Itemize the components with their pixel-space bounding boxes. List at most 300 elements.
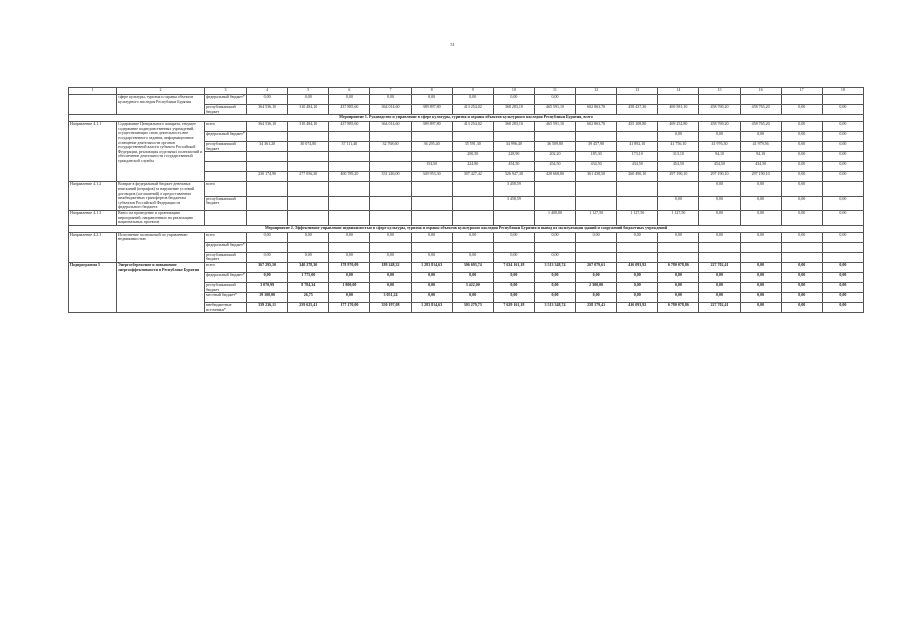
value-cell: 0,00 [329, 293, 370, 303]
value-cell: 224,80 [452, 162, 493, 172]
value-cell [699, 252, 740, 262]
value-cell: 0,00 [781, 210, 822, 225]
value-cell: 0,00 [247, 232, 288, 242]
value-cell: 0,00 [740, 262, 781, 272]
value-cell [658, 182, 699, 196]
value-cell: 173,10 [617, 152, 658, 162]
value-cell [699, 242, 740, 252]
value-cell [699, 95, 740, 105]
value-cell: 0,00 [493, 293, 534, 303]
value-cell: 0,00 [658, 272, 699, 282]
value-cell: 0,00 [617, 272, 658, 282]
value-cell [329, 182, 370, 196]
value-cell: 0,00 [740, 196, 781, 210]
column-number: 9 [452, 88, 493, 95]
value-cell: 389 897,80 [411, 105, 452, 115]
table-row [69, 122, 864, 132]
value-cell: 0,00 [411, 232, 452, 242]
value-cell [617, 132, 658, 142]
value-cell: 364 536,10 [247, 122, 288, 132]
value-cell: 19 100,00 [247, 293, 288, 303]
value-cell: 0,00 [822, 272, 863, 282]
value-cell: 94,10 [740, 152, 781, 162]
funding-source: республиканский бюджет [205, 282, 247, 292]
value-cell: 0,00 [699, 210, 740, 225]
value-cell: 0,00 [411, 272, 452, 282]
value-cell [370, 242, 411, 252]
value-cell [452, 210, 493, 225]
section-header-row [69, 115, 864, 122]
value-cell [576, 196, 617, 210]
value-cell: 364 014,60 [370, 122, 411, 132]
value-cell [781, 95, 822, 105]
value-cell [493, 242, 534, 252]
column-number: 4 [247, 88, 288, 95]
value-cell: 434,50 [617, 162, 658, 172]
program-description: Возврат в федеральный бюджет денежных взысканий (штрафов) за нарушение условий договоров (соглашений) о предоставлении межбюджетных трансфертов бюджетам субъектов Российской Федерации из федерального бюджета [117, 182, 205, 211]
value-cell [781, 252, 822, 262]
value-cell: 227 702,41 [699, 262, 740, 272]
value-cell: 0,00 [781, 132, 822, 142]
program-description: Исполнение полномочий по управлению недвижимостью [117, 232, 205, 262]
value-cell [247, 242, 288, 252]
value-cell: 0,00 [740, 282, 781, 292]
funding-source: федеральный бюджет* [205, 242, 247, 252]
value-cell: 0,00 [699, 293, 740, 303]
value-cell: 0,00 [329, 272, 370, 282]
value-cell: 0,00 [822, 162, 863, 172]
value-cell: 6 780 078,86 [658, 262, 699, 272]
value-cell: 0,00 [452, 293, 493, 303]
value-cell: 326 947,30 [493, 172, 534, 182]
value-cell [370, 162, 411, 172]
value-cell [534, 132, 575, 142]
value-cell: 0,00 [370, 252, 411, 262]
value-cell: 455 108,80 [617, 122, 658, 132]
value-cell: 469 581,10 [658, 105, 699, 115]
funding-source: республиканский бюджет [205, 252, 247, 262]
value-cell: 0,00 [699, 282, 740, 292]
value-cell: 200,50 [452, 152, 493, 162]
program-code: Подпрограмма 5 [69, 262, 117, 312]
value-cell: 0,00 [781, 282, 822, 292]
value-cell: 202,20 [534, 152, 575, 162]
value-cell: 0,00 [822, 282, 863, 292]
value-cell: 258 179,41 [576, 303, 617, 313]
value-cell: 458 437,30 [617, 105, 658, 115]
value-cell: 303 279,73 [452, 303, 493, 313]
value-cell [452, 196, 493, 210]
column-number: 18 [822, 88, 863, 95]
value-cell: 413 254,02 [452, 122, 493, 132]
program-code: Направление 4.1.1 [69, 122, 117, 182]
value-cell [493, 132, 534, 142]
value-cell: 458 769,20 [699, 122, 740, 132]
value-cell [740, 252, 781, 262]
value-cell [617, 252, 658, 262]
value-cell: 0,00 [452, 272, 493, 282]
value-cell [781, 242, 822, 252]
value-cell: 227 702,41 [699, 303, 740, 313]
column-number: 1 [69, 88, 117, 95]
budget-table [68, 87, 864, 313]
value-cell: 364 536,10 [247, 105, 288, 115]
value-cell [576, 132, 617, 142]
value-cell [247, 182, 288, 196]
value-cell: 310 484,10 [288, 105, 329, 115]
value-cell: 389 897,80 [411, 122, 452, 132]
value-cell: 0,00 [822, 303, 863, 313]
value-cell: 0,00 [740, 182, 781, 196]
value-cell: 1 775,00 [288, 272, 329, 282]
value-cell: 0,00 [370, 95, 411, 105]
value-cell: 1 127,50 [576, 210, 617, 225]
column-number: 3 [205, 88, 247, 95]
value-cell: 2 300,00 [576, 282, 617, 292]
value-cell [288, 242, 329, 252]
value-cell: 340 278,30 [288, 262, 329, 272]
value-cell: 0,00 [493, 95, 534, 105]
value-cell: 0,00 [658, 293, 699, 303]
value-cell [370, 132, 411, 142]
value-cell: 7 629 161,18 [493, 303, 534, 313]
value-cell [411, 242, 452, 252]
program-code: Направление 4.1.2 [69, 182, 117, 211]
value-cell [534, 182, 575, 196]
value-cell [493, 210, 534, 225]
value-cell: 6 780 078,86 [658, 303, 699, 313]
column-number: 12 [576, 88, 617, 95]
value-cell: 297 190,10 [740, 172, 781, 182]
value-cell: 230 174,90 [247, 172, 288, 182]
value-cell: 0,00 [411, 95, 452, 105]
value-cell [329, 210, 370, 225]
funding-source [205, 172, 247, 182]
value-cell: 0,00 [740, 303, 781, 313]
value-cell [288, 196, 329, 210]
value-cell [452, 182, 493, 196]
value-cell [329, 152, 370, 162]
value-cell: 454,50 [534, 162, 575, 172]
value-cell [822, 252, 863, 262]
column-number: 15 [699, 88, 740, 95]
value-cell: 0,00 [781, 162, 822, 172]
value-cell: 0,00 [452, 252, 493, 262]
value-cell [288, 132, 329, 142]
value-cell: 36 509,80 [534, 142, 575, 152]
value-cell [534, 196, 575, 210]
value-cell: 416 093,92 [617, 303, 658, 313]
value-cell: 0,00 [822, 232, 863, 242]
value-cell: 0,00 [781, 262, 822, 272]
value-cell: 0,00 [411, 252, 452, 262]
funding-source: республиканский бюджет [205, 142, 247, 152]
value-cell: 364 014,60 [370, 105, 411, 115]
value-cell: 0,00 [247, 95, 288, 105]
value-cell: 0,00 [329, 252, 370, 262]
value-cell: 0,00 [617, 232, 658, 242]
value-cell: 454,50 [699, 162, 740, 172]
funding-source [205, 162, 247, 172]
value-cell: 267 079,61 [576, 262, 617, 272]
value-cell: 185,30 [576, 152, 617, 162]
value-cell [288, 162, 329, 172]
funding-source [205, 210, 247, 225]
value-cell [822, 95, 863, 105]
value-cell [329, 132, 370, 142]
column-number: 16 [740, 88, 781, 95]
value-cell: 0,00 [247, 252, 288, 262]
value-cell: 331 246,00 [370, 172, 411, 182]
program-code [69, 95, 117, 115]
value-cell [740, 95, 781, 105]
value-cell: 368 283,10 [493, 122, 534, 132]
value-cell: 458 765,20 [740, 122, 781, 132]
funding-source [205, 152, 247, 162]
value-cell: 313,10 [658, 152, 699, 162]
value-cell [247, 210, 288, 225]
program-description: Взнос на проведение и организацию мероприятий, направленных на реализацию национальных проектов [117, 210, 205, 225]
value-cell [411, 182, 452, 196]
value-cell: 0,00 [781, 122, 822, 132]
value-cell [576, 95, 617, 105]
value-cell: 8 784,34 [288, 282, 329, 292]
value-cell: 3 051,24 [370, 293, 411, 303]
value-cell: 0,00 [822, 262, 863, 272]
value-cell: 39 457,90 [576, 142, 617, 152]
value-cell: 0,00 [247, 272, 288, 282]
value-cell: 0,00 [699, 232, 740, 242]
program-description: Энергосбережение и повышение энергоэффективности в Республике Бурятия [117, 262, 205, 312]
value-cell: 0,00 [740, 210, 781, 225]
value-cell: 1 800,00 [329, 282, 370, 292]
value-cell: 260 490,10 [617, 172, 658, 182]
value-cell: 0,00 [822, 142, 863, 152]
value-cell: 602 863,70 [576, 122, 617, 132]
value-cell [411, 196, 452, 210]
value-cell: 178 970,09 [329, 262, 370, 272]
value-cell: 0,00 [699, 182, 740, 196]
page-number: 51 [450, 42, 455, 47]
value-cell: 361 438,50 [576, 172, 617, 182]
column-number: 2 [117, 88, 205, 95]
value-cell: 0,00 [781, 196, 822, 210]
value-cell [288, 210, 329, 225]
value-cell [288, 152, 329, 162]
value-cell: 0,00 [740, 132, 781, 142]
value-cell [370, 210, 411, 225]
value-cell: 0,00 [576, 293, 617, 303]
value-cell: 368 283,10 [493, 105, 534, 115]
value-cell: 41 756,10 [658, 142, 699, 152]
value-cell: 458 765,20 [740, 105, 781, 115]
value-cell [370, 152, 411, 162]
value-cell: 0,00 [699, 196, 740, 210]
column-number: 5 [288, 88, 329, 95]
value-cell: 0,00 [452, 95, 493, 105]
value-cell: 0,00 [617, 282, 658, 292]
value-cell [617, 182, 658, 196]
funding-source: республиканский бюджет [205, 105, 247, 115]
value-cell [247, 132, 288, 142]
value-cell: 1 283 814,63 [411, 303, 452, 313]
column-number: 8 [411, 88, 452, 95]
value-cell: 0,00 [781, 105, 822, 115]
column-number: 6 [329, 88, 370, 95]
section-title: Мероприятие 2. Эффективное управление недвижимостью в сфере культуры, туризма и охраны объектов культурного наследия Республики Бурятия и вывод из эксплуатации зданий и сооружений бюджетных учреждений [69, 225, 864, 232]
value-cell: 0,00 [452, 232, 493, 242]
value-cell: 41 979,56 [740, 142, 781, 152]
value-cell: 0,00 [534, 232, 575, 242]
value-cell: 0,00 [370, 232, 411, 242]
value-cell: 26,75 [288, 293, 329, 303]
table-row [69, 182, 864, 196]
value-cell [740, 242, 781, 252]
value-cell: 277 056,30 [288, 172, 329, 182]
value-cell [411, 210, 452, 225]
value-cell: 0,00 [411, 293, 452, 303]
value-cell: 30 074,80 [288, 142, 329, 152]
value-cell [576, 182, 617, 196]
value-cell [370, 196, 411, 210]
value-cell: 0,00 [617, 293, 658, 303]
value-cell: 1 400,00 [534, 210, 575, 225]
value-cell: 0,00 [699, 272, 740, 282]
value-cell [288, 182, 329, 196]
value-cell: 469 252,80 [658, 122, 699, 132]
table-row [69, 232, 864, 242]
value-cell: 306 693,74 [452, 262, 493, 272]
value-cell: 0,00 [822, 293, 863, 303]
value-cell: 177 170,00 [329, 303, 370, 313]
value-cell [247, 196, 288, 210]
value-cell: 454,50 [658, 162, 699, 172]
value-cell [329, 196, 370, 210]
funding-source: федеральный бюджет* [205, 272, 247, 282]
value-cell: 458 769,20 [699, 105, 740, 115]
table-row [69, 262, 864, 272]
value-cell: 400 789,20 [329, 172, 370, 182]
value-cell [617, 95, 658, 105]
value-cell: 0,00 [288, 232, 329, 242]
table-row [69, 95, 864, 105]
value-cell [658, 95, 699, 105]
value-cell: 3 458,59 [493, 182, 534, 196]
funding-source: всего [205, 262, 247, 272]
value-cell: 41 892,10 [617, 142, 658, 152]
value-cell: 434,50 [740, 162, 781, 172]
value-cell: 0,00 [822, 122, 863, 132]
value-cell: 3 422,00 [452, 282, 493, 292]
value-cell: 0,00 [658, 132, 699, 142]
value-cell: 0,00 [822, 172, 863, 182]
section-header-row [69, 225, 864, 232]
value-cell: 0,00 [493, 282, 534, 292]
value-cell: 602 863,70 [576, 105, 617, 115]
column-number: 14 [658, 88, 699, 95]
value-cell: 0,00 [822, 132, 863, 142]
value-cell [370, 182, 411, 196]
value-cell: 0,00 [781, 272, 822, 282]
header-row [69, 88, 864, 95]
value-cell: 0,00 [781, 303, 822, 313]
value-cell: 349 953,30 [411, 172, 452, 182]
value-cell: 0,00 [781, 293, 822, 303]
value-cell [658, 242, 699, 252]
value-cell: 1 127,50 [617, 210, 658, 225]
value-cell: 189 248,32 [370, 262, 411, 272]
value-cell: 0,00 [493, 252, 534, 262]
value-cell: 0,00 [534, 282, 575, 292]
value-cell: 0,00 [370, 282, 411, 292]
value-cell: 434,50 [576, 162, 617, 172]
value-cell [411, 152, 452, 162]
value-cell: 454,50 [493, 162, 534, 172]
value-cell: 0,00 [493, 272, 534, 282]
value-cell: 339 236,11 [247, 303, 288, 313]
value-cell: 416 093,92 [617, 262, 658, 272]
value-cell: 259 625,41 [288, 303, 329, 313]
funding-source: всего [205, 232, 247, 242]
value-cell: 0,00 [534, 95, 575, 105]
value-cell: 0,00 [493, 232, 534, 242]
value-cell [617, 242, 658, 252]
value-cell [617, 196, 658, 210]
program-description: Содержание Центрального аппарата, текущее содержание подведомственных учреждений, осуществляющих свою деятельность вне государственного задания, информационное освещение деятельности органов государственной власти субъекта Российской Федерации, реализация отдельных полномочий и обеспечение деятельности государственной гражданской службы [117, 122, 205, 182]
value-cell: 0,00 [781, 142, 822, 152]
value-cell: 34 996,40 [493, 142, 534, 152]
value-cell: 32 768,60 [370, 142, 411, 152]
funding-source: федеральный бюджет* [205, 132, 247, 142]
value-cell: 37 111,40 [329, 142, 370, 152]
value-cell [452, 242, 493, 252]
value-cell: 0,00 [329, 95, 370, 105]
value-cell: 437 885,60 [329, 105, 370, 115]
value-cell [329, 242, 370, 252]
value-cell: 297 190,10 [699, 172, 740, 182]
value-cell [247, 152, 288, 162]
value-cell [452, 132, 493, 142]
value-cell: 465 591,10 [534, 105, 575, 115]
value-cell: 367 295,50 [247, 262, 288, 272]
value-cell: 0,00 [288, 252, 329, 262]
program-code: Направление 4.2.1 [69, 232, 117, 262]
value-cell: 428 668,80 [534, 172, 575, 182]
value-cell [576, 242, 617, 252]
value-cell: 34 361,20 [247, 142, 288, 152]
value-cell: 0,00 [822, 152, 863, 162]
value-cell: 3 458,59 [493, 196, 534, 210]
value-cell: 94,10 [699, 152, 740, 162]
value-cell: 0,00 [781, 232, 822, 242]
value-cell: 0,00 [781, 152, 822, 162]
value-cell: 0,00 [699, 132, 740, 142]
column-number: 17 [781, 88, 822, 95]
value-cell: 0,00 [576, 272, 617, 282]
value-cell: 3 070,99 [247, 282, 288, 292]
value-cell [822, 182, 863, 196]
value-cell: 437 885,60 [329, 122, 370, 132]
value-cell: 0,00 [658, 232, 699, 242]
table-row [69, 210, 864, 225]
value-cell: 0,00 [658, 196, 699, 210]
value-cell: 154,50 [411, 162, 452, 172]
program-code: Направление 4.1.3 [69, 210, 117, 225]
value-cell: 310 484,10 [288, 122, 329, 132]
value-cell [822, 242, 863, 252]
value-cell [411, 132, 452, 142]
value-cell: 0,00 [534, 252, 575, 262]
